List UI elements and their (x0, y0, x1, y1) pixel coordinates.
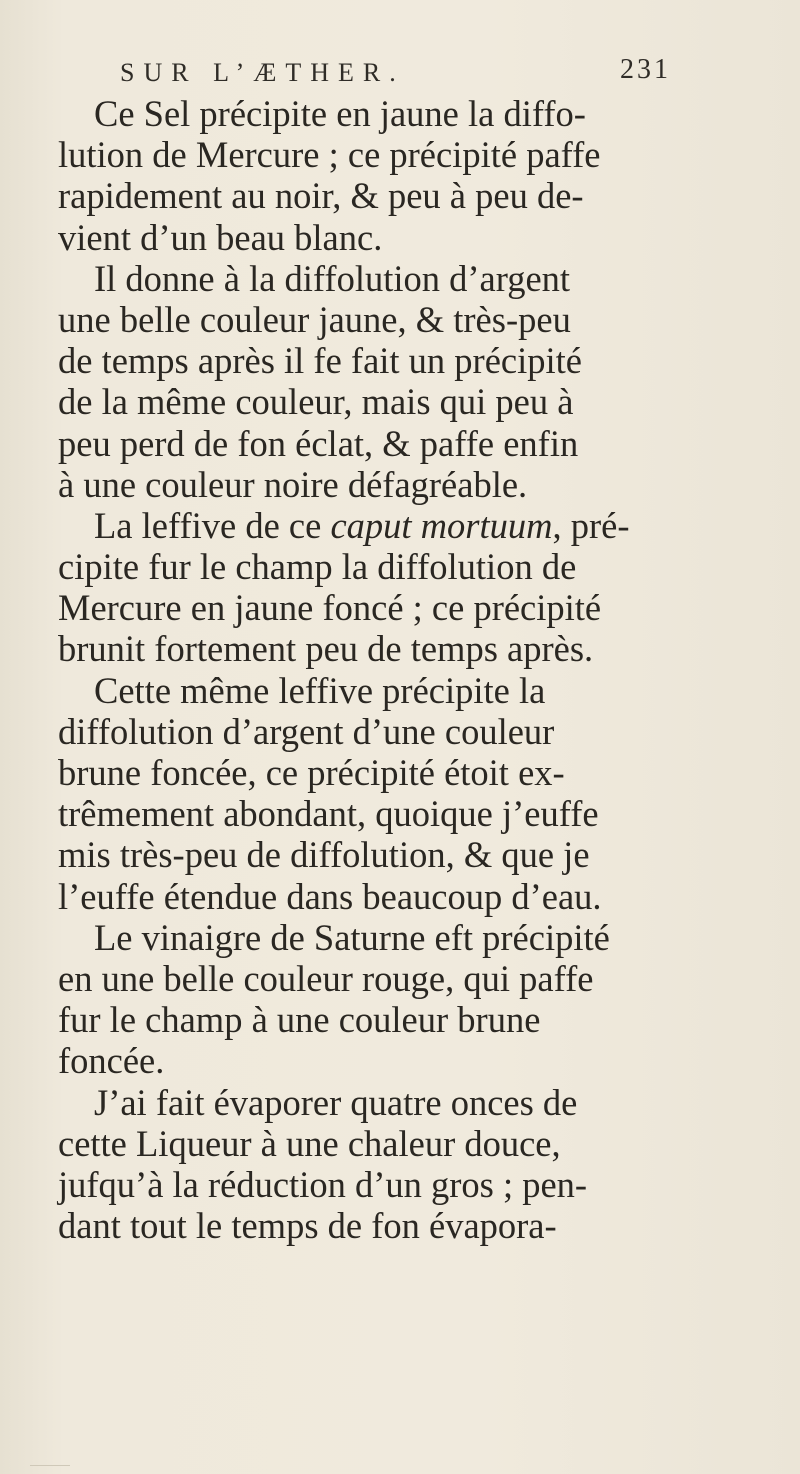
body-text (58, 93, 758, 1246)
page-number: 231 (620, 54, 671, 85)
text-line: diffolution d’argent d’une couleur (58, 710, 555, 752)
italic-term: caput mortuum (330, 504, 553, 546)
text-line: une belle couleur jaune, & très-peu (58, 298, 571, 340)
text-line (58, 505, 758, 546)
text-line: Le vinaigre de Saturne eft précipité (94, 916, 610, 958)
text-line: Mercure en jaune foncé ; ce précipité (58, 587, 602, 629)
text-line: l’euffe étendue dans beaucoup d’eau. (58, 875, 602, 917)
text-line: peu perd de fon éclat, & paffe enfin (58, 422, 579, 464)
text-line: dant tout le temps de fon évapora- (58, 1205, 557, 1247)
text-line: J’ai fait évaporer quatre onces de (94, 1081, 578, 1123)
page-edge-mark (30, 1465, 70, 1466)
text-line: Ce Sel précipite en jaune la diffo- (94, 93, 586, 134)
text-line: de temps après il fe fait un précipité (58, 340, 582, 382)
text-line: brunit fortement peu de temps après. (58, 628, 594, 670)
text-line: en une belle couleur rouge, qui paffe (58, 957, 594, 999)
text-line: fur le champ à une couleur brune (58, 999, 541, 1041)
text-line: de la même couleur, mais qui peu à (58, 381, 574, 423)
text-line: Cette même leffive précipite la (94, 669, 546, 711)
text-line: jufqu’à la réduction d’un gros ; pen- (58, 1163, 588, 1205)
text-line: Il donne à la diffolution d’argent (94, 257, 571, 299)
text-line: cipite fur le champ la diffolution de (58, 546, 577, 588)
text-line: foncée. (58, 1040, 165, 1082)
text-line: trêmement abondant, quoique j’euffe (58, 793, 599, 835)
text-line: lution de Mercure ; ce précipité paffe (58, 134, 601, 176)
text-line: cette Liqueur à une chaleur douce, (58, 1122, 561, 1164)
text-line: mis très-peu de diffolution, & que je (58, 834, 590, 876)
text-line: vient d’un beau blanc. (58, 216, 383, 258)
text-line: à une couleur noire défagréable. (58, 463, 528, 505)
text-segment: , pré- (552, 504, 630, 546)
running-header (120, 54, 720, 88)
text-line: brune foncée, ce précipité étoit ex- (58, 752, 565, 793)
header-title: SUR L’ÆTHER. (120, 58, 405, 87)
text-line: rapidement au noir, & peu à peu de- (58, 175, 584, 217)
text-segment: La leffive de ce (94, 504, 331, 546)
